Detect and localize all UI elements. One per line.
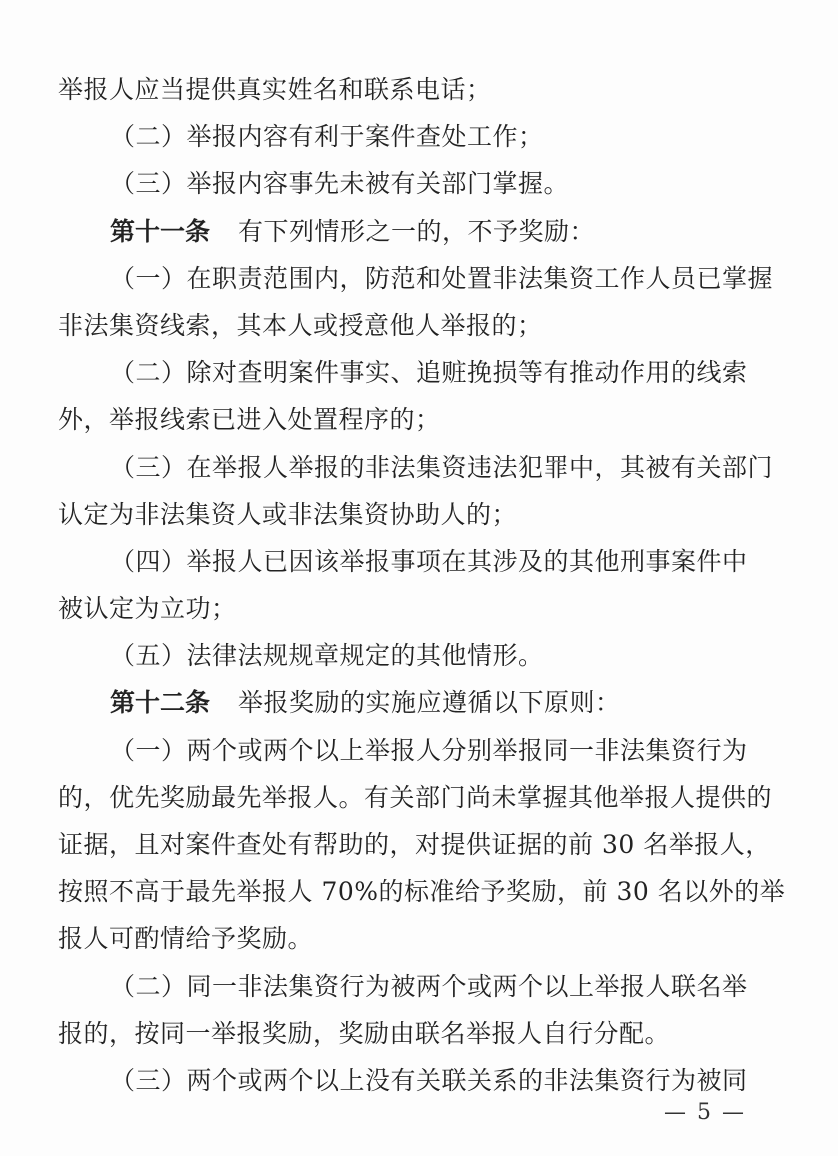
article-line — [58, 679, 762, 726]
text-line: 举报人应当提供真实姓名和联系电话； — [58, 75, 492, 104]
article-text: 举报奖励的实施应遵循以下原则： — [238, 688, 621, 718]
text-line: （二）除对查明案件事实、追赃挽损等有推动作用的线索 — [110, 358, 748, 388]
text-line: （一）两个或两个以上举报人分别举报同一非法集资行为 — [110, 735, 748, 765]
text-line: （四）举报人已因该举报事项在其涉及的其他刑事案件中 — [110, 546, 748, 576]
text-line: （三）举报内容事先未被有关部门掌握。 — [110, 169, 570, 199]
text-line: （一）在职责范围内，防范和处置非法集资工作人员已掌握 — [110, 263, 774, 293]
text-line: （二）举报内容有利于案件查处工作； — [110, 122, 544, 152]
article-text: 有下列情形之一的，不予奖励： — [238, 216, 596, 246]
text-line: （二）同一非法集资行为被两个或两个以上举报人联名举 — [110, 971, 748, 1001]
text-line: （三）两个或两个以上没有关联关系的非法集资行为被同 — [110, 1065, 748, 1095]
text-line: 的，优先奖励最先举报人。有关部门尚未掌握其他举报人提供的 — [58, 782, 773, 812]
article-heading: 第十一条 — [110, 216, 211, 246]
text-line: 证据，且对案件查处有帮助的，对提供证据的前 30 名举报人， — [58, 830, 771, 859]
document-body — [58, 66, 786, 1104]
text-line: 外，举报线索已进入处置程序的； — [58, 405, 441, 435]
page-number: — 5 — — [664, 1100, 746, 1125]
text-line: 非法集资线索，其本人或授意他人举报的； — [58, 310, 543, 340]
text-line: 按照不高于最先举报人 70%的标准给予奖励，前 30 名以外的举 — [58, 877, 786, 907]
text-line: 报的，按同一举报奖励，奖励由联名举报人自行分配。 — [58, 1018, 671, 1048]
article-heading: 第十二条 — [110, 688, 211, 718]
text-line: 认定为非法集资人或非法集资协助人的； — [58, 499, 518, 529]
article-line — [58, 208, 762, 255]
text-line: 报人可酌情给予奖励。 — [58, 924, 314, 954]
text-line: （三）在举报人举报的非法集资违法犯罪中，其被有关部门 — [110, 452, 774, 482]
text-line: （五）法律法规规章规定的其他情形。 — [110, 641, 544, 671]
text-line: 被认定为立功； — [58, 594, 237, 624]
